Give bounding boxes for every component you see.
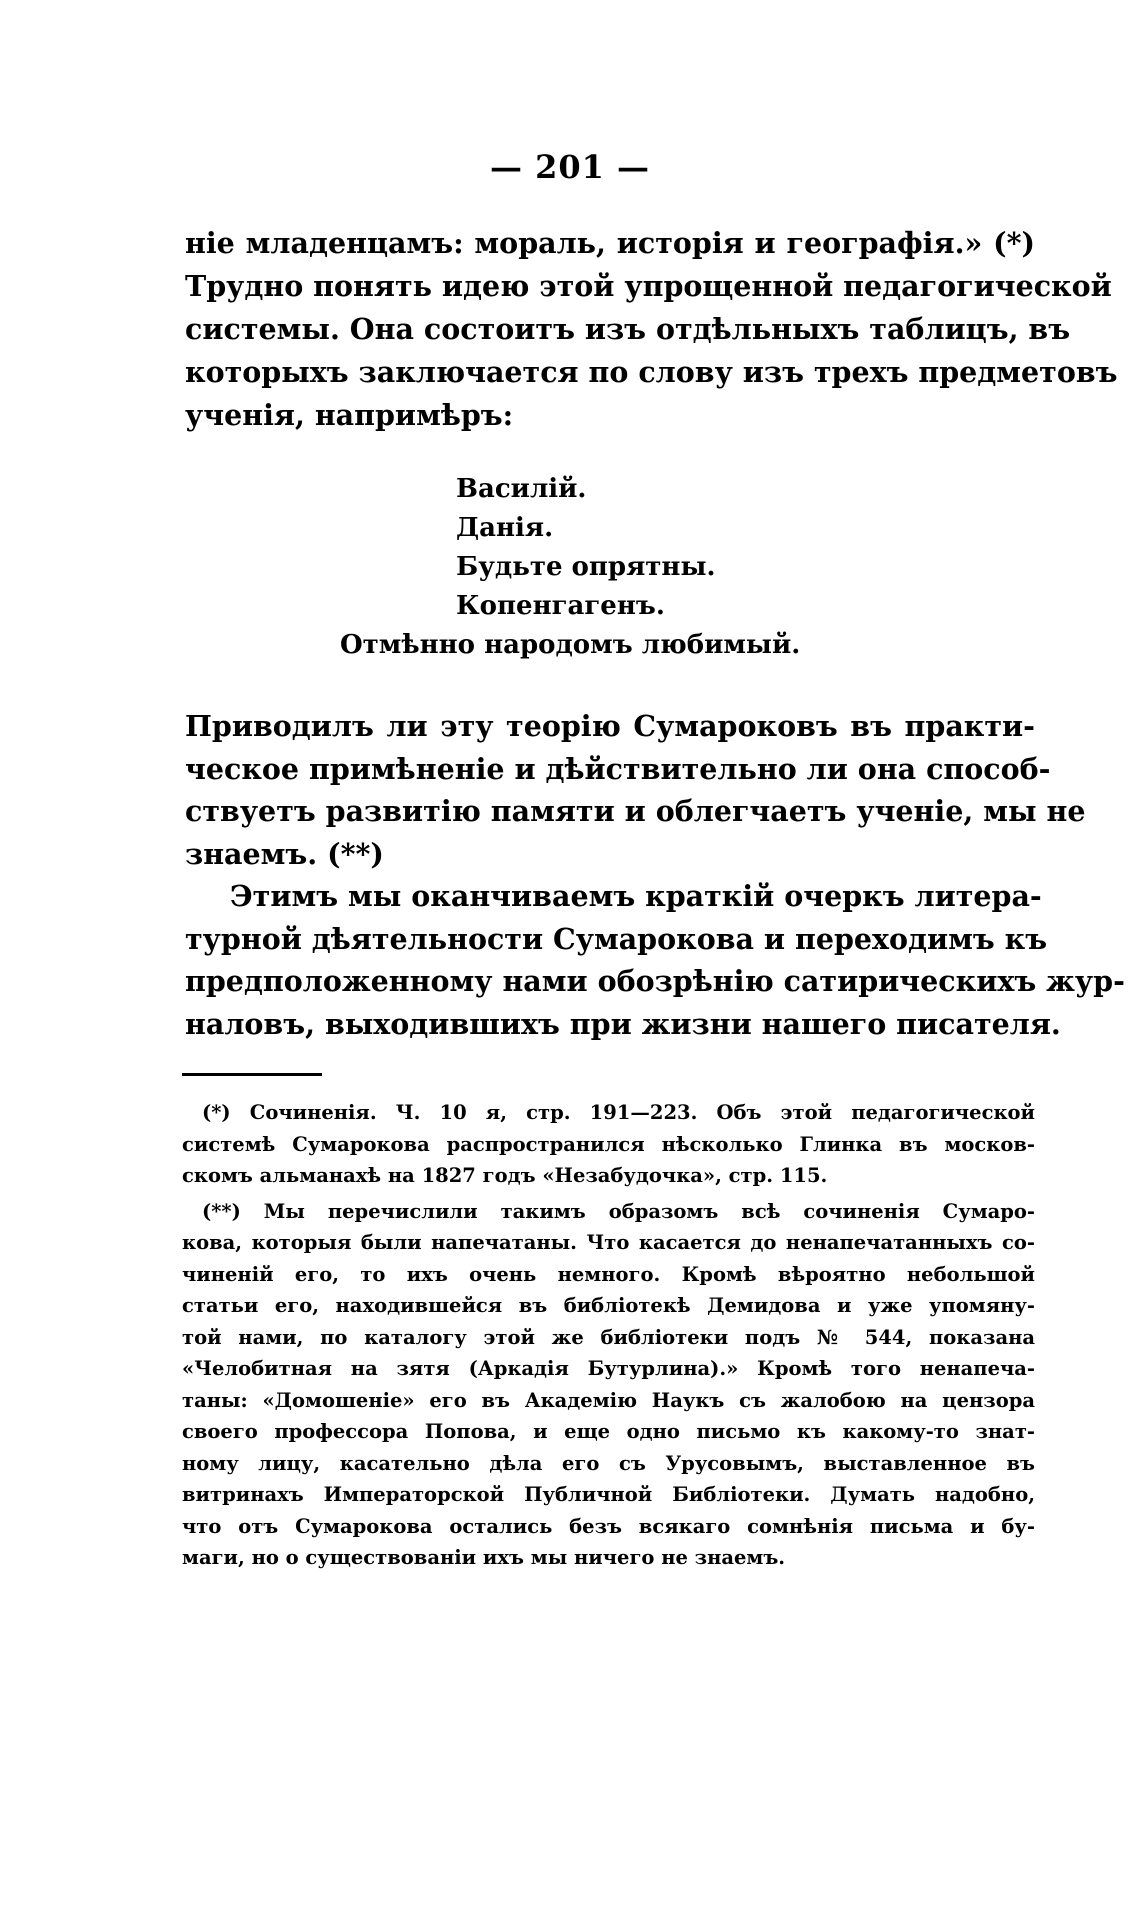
footnote-divider bbox=[182, 1073, 322, 1076]
footnote-line: той нами, по каталогу этой же библіотеки подъ № 544, показана bbox=[182, 1325, 1035, 1349]
text-line: ніе младенцамъ: мораль, исторія и географія.» (*) bbox=[185, 226, 1035, 260]
paragraph-1 bbox=[185, 222, 1118, 437]
footnote-line: маги, но о существованіи ихъ мы ничего не знаемъ. bbox=[182, 1546, 786, 1569]
footnote-line: чиненій его, то ихъ очень немного. Кромѣ вѣроятно небольшой bbox=[182, 1262, 1035, 1286]
page-number: — 201 — bbox=[489, 148, 651, 186]
verse-line: Копенгагенъ. bbox=[456, 591, 665, 621]
verse-example bbox=[0, 470, 1140, 665]
footnote-line: своего профессора Попова, и еще одно письмо къ какому-то знат- bbox=[182, 1420, 1035, 1443]
verse-line: Отмѣнно народомъ любимый. bbox=[340, 630, 801, 660]
footnote-line: (**) Мы перечислили такимъ образомъ всѣ сочиненія Сумаро- bbox=[202, 1199, 1035, 1223]
text-line: знаемъ. (**) bbox=[185, 836, 384, 871]
text-line: ствуетъ развитію памяти и облегчаетъ ученіе, мы не bbox=[185, 794, 1086, 828]
footnote-line: системѣ Сумарокова распространился нѣсколько Глинка въ москов- bbox=[182, 1132, 1035, 1156]
footnote-line: таны: «Домошеніе» его въ Академію Наукъ съ жалобою на цензора bbox=[182, 1388, 1035, 1412]
paragraph-2-and-3 bbox=[185, 705, 1125, 1045]
footnote-line: статьи его, находившейся въ библіотекѣ Демидова и уже упомяну- bbox=[182, 1294, 1035, 1317]
footnote-line: витринахъ Императорской Публичной Библіотеки. Думать надобно, bbox=[182, 1483, 1035, 1506]
text-line: ческое примѣненіе и дѣйствительно ли она способ- bbox=[185, 751, 1051, 786]
text-line: системы. Она состоитъ изъ отдѣльныхъ таблицъ, въ bbox=[185, 312, 1071, 346]
text-line: наловъ, выходившихъ при жизни нашего писателя. bbox=[185, 1006, 1061, 1041]
text-line: которыхъ заключается по слову изъ трехъ предметовъ bbox=[185, 355, 1118, 389]
text-line: Этимъ мы оканчиваемъ краткій очеркъ литера- bbox=[230, 879, 1042, 913]
footnote-line: (*) Сочиненія. Ч. 10 я, стр. 191—223. Объ этой педагогической bbox=[202, 1101, 1035, 1124]
text-line: турной дѣятельности Сумарокова и переходимъ къ bbox=[185, 921, 1048, 956]
footnote-line: «Челобитная на зятя (Аркадія Бутурлина).» Кромѣ того ненапеча- bbox=[182, 1357, 1035, 1380]
text-line: Трудно понять идею этой упрощенной педагогической bbox=[185, 269, 1112, 303]
text-line: Приводилъ ли эту теорію Сумароковъ въ практи- bbox=[185, 709, 1035, 743]
text-line: предположенному нами обозрѣнію сатирическихъ жур- bbox=[185, 964, 1125, 998]
footnote-line: ному лицу, касательно дѣла его съ Урусовымъ, выставленное въ bbox=[182, 1451, 1035, 1475]
footnote-line: скомъ альманахѣ на 1827 годъ «Незабудочка», стр. 115. bbox=[182, 1164, 828, 1187]
footnotes bbox=[182, 1097, 1035, 1574]
verse-line: Василій. bbox=[456, 474, 587, 504]
footnote-line: что отъ Сумарокова остались безъ всякаго сомнѣнія письма и бу- bbox=[182, 1514, 1035, 1538]
footnote-line: кова, которыя были напечатаны. Что касается до ненапечатанныхъ со- bbox=[182, 1231, 1035, 1254]
verse-line: Данія. bbox=[456, 513, 554, 543]
verse-line: Будьте опрятны. bbox=[456, 552, 716, 582]
text-line: ученія, напримѣръ: bbox=[185, 398, 514, 432]
